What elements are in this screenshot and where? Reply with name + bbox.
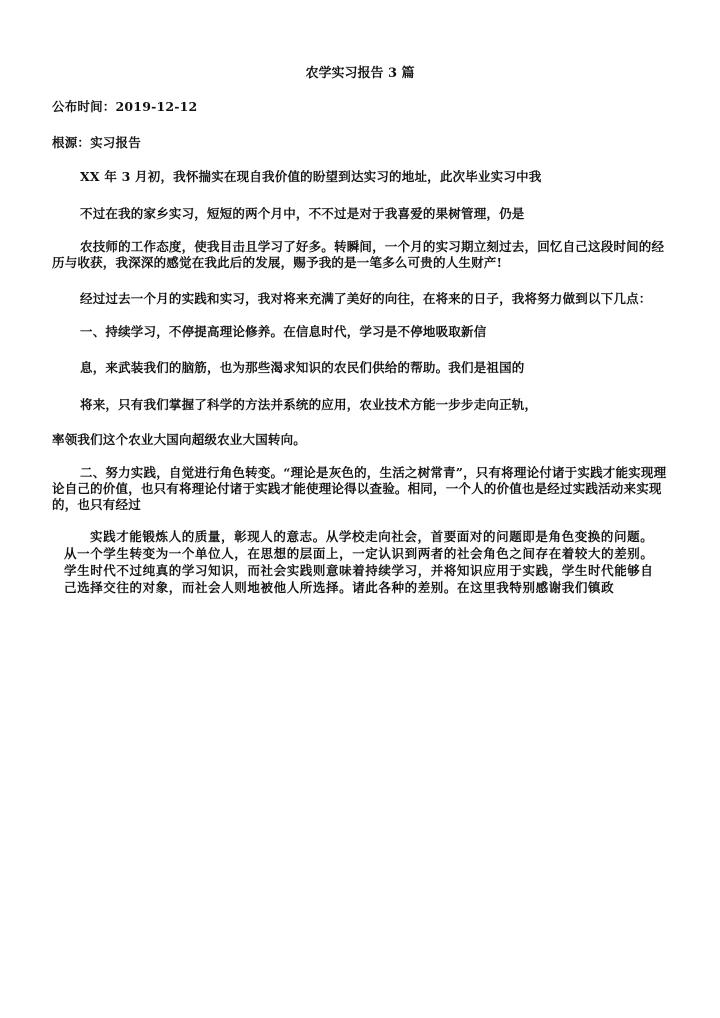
paragraph-10-line: 从一个学生转变为一个单位人，在思想的层面上，一定认识到两者的社会角色之间存在着较大的差别。 — [64, 546, 654, 561]
paragraph-10-line: 实践才能锻炼人的质量，彰现人的意志。从学校走向社会，首要面对的问题即是角色变换的问题。 — [90, 529, 654, 544]
document-title: 农学实习报告 3 篇 — [305, 66, 415, 81]
paragraph-7: 将来，只有我们掌握了科学的方法并系统的应用，农业技术方能一步步走向正轨， — [80, 397, 538, 412]
paragraph-3: 农技师的工作态度，使我目击且学习了好多。转瞬间，一个月的实习期立刻过去，回忆自己这段时间的经历与收获，我深深的感觉在我此后的发展，赐予我的是一笔多么可贵的人生财产! — [52, 239, 665, 270]
paragraph-2: 不过在我的家乡实习，短短的两个月中，不不过是对于我喜爱的果树管理，仍是 — [80, 206, 525, 221]
paragraph-6: 息，来武装我们的脑筋，也为那些渴求知识的农民们供给的帮助。我们是祖国的 — [80, 360, 525, 375]
publish-date: 公布时间：2019-12-12 — [52, 99, 198, 114]
paragraph-9: 二、努力实践，自觉进行角色转变。“理论是灰色的，生活之树常青”，只有将理论付诸于实践才能实现理论自己的价值，也只有将理论付诸于实践才能使理论得以查验。相同，一个人的价值也是经过实践活动来实现的，也只有经过 — [52, 465, 667, 512]
paragraph-10 — [64, 528, 654, 596]
paragraph-4: 经过过去一个月的实践和实习，我对将来充满了美好的向往，在将来的日子，我将努力做到以下几点： — [80, 291, 652, 306]
paragraph-1: XX 年 3 月初，我怀揣实在现自我价值的盼望到达实习的地址，此次毕业实习中我 — [80, 169, 542, 184]
paragraph-10-line: 学生时代不过纯真的学习知识，而社会实践则意味着持续学习，并将知识应用于实践，学生时代能够自 — [64, 563, 654, 578]
paragraph-10-line: 己选择交往的对象，而社会人则地被他人所选择。诸此各种的差别。在这里我特别感谢我们镇政 — [64, 580, 615, 595]
paragraph-8: 率领我们这个农业大国向超级农业大国转向。 — [52, 432, 307, 447]
paragraph-5: 一、持续学习，不停提高理论修养。在信息时代，学习是不停地吸取新信 — [80, 324, 487, 339]
source-label: 根源：实习报告 — [52, 135, 141, 150]
